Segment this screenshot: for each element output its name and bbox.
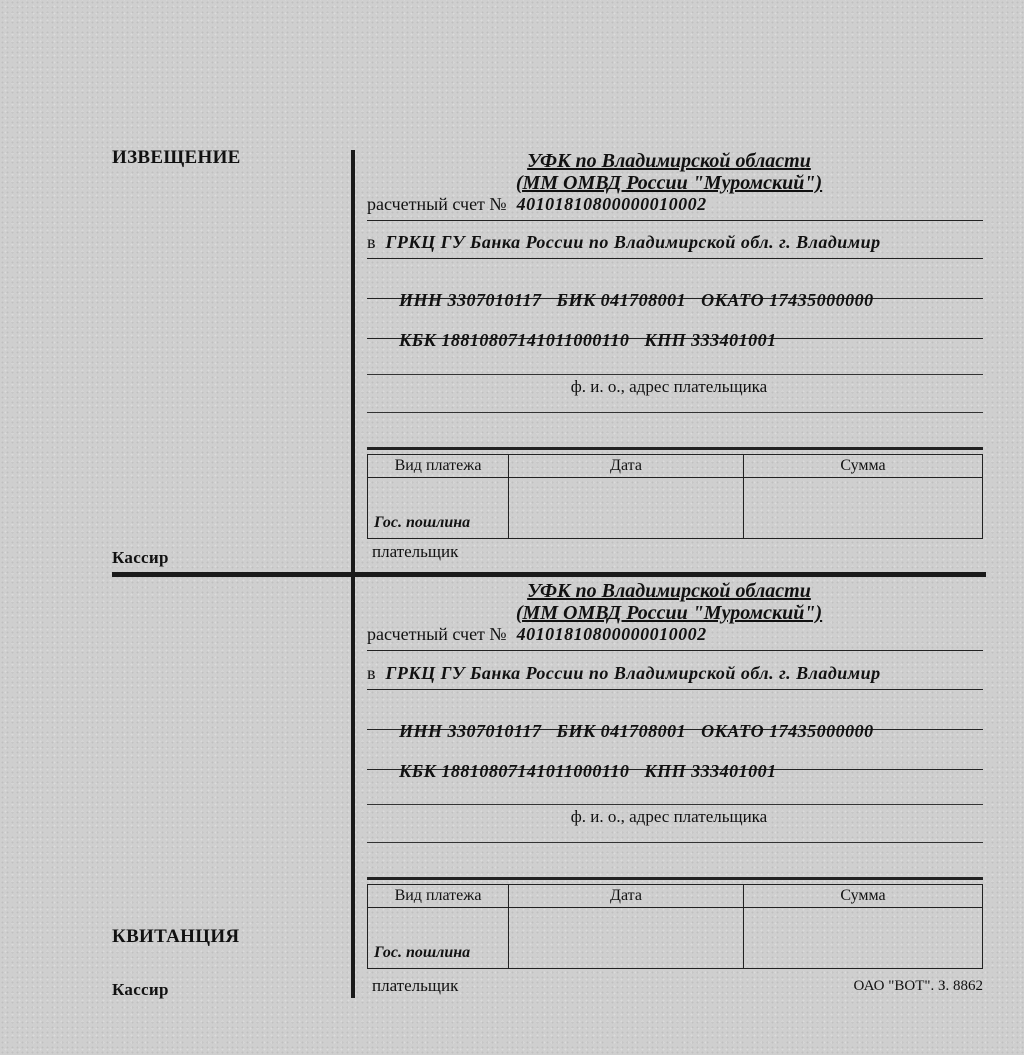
receipt-col-amount-header: Сумма (744, 885, 983, 908)
horizontal-divider (112, 572, 986, 577)
receipt-payer-line2[interactable] (367, 842, 983, 843)
receipt-col-type-header: Вид платежа (368, 885, 509, 908)
receipt-col-date-header: Дата (509, 885, 744, 908)
receipt-account-label: расчетный счет № (367, 624, 507, 644)
printer-imprint: ОАО "ВОТ". З. 8862 (853, 978, 983, 994)
receipt-payer-line1[interactable] (367, 804, 983, 805)
receipt-bank-row (367, 663, 983, 690)
notice-account-label: расчетный счет № (367, 194, 507, 214)
notice-recipient-line1: УФК по Владимирской области (527, 150, 811, 172)
receipt-codes-line1[interactable]: ИНН 3307010117 БИК 041708001 ОКАТО 17435000000 (399, 721, 874, 741)
notice-payment-type: Гос. пошлина (374, 514, 471, 531)
receipt-codes-line2[interactable]: КБК 18810807141011000110 КПП 333401001 (399, 761, 777, 781)
notice-codes-row1 (367, 272, 983, 310)
notice-recipient-line2: (ММ ОМВД России "Муромский") (515, 172, 823, 194)
notice-account-row (367, 194, 983, 221)
receipt-section (355, 580, 983, 1000)
notice-section (355, 150, 983, 570)
receipt-amount-cell[interactable] (744, 908, 983, 969)
receipt-account-number[interactable]: 40101810800000010002 (516, 624, 707, 644)
notice-cashier-label: Кассир (112, 548, 169, 567)
receipt-payer-caption: ф. и. о., адрес плательщика (570, 807, 768, 826)
notice-col-amount-header: Сумма (744, 455, 983, 478)
notice-payment-type-cell (368, 478, 509, 539)
receipt-payment-table (367, 884, 983, 969)
notice-bank-prefix: в (367, 232, 376, 252)
receipt-codes-row1 (367, 703, 983, 741)
receipt-payment-type: Гос. пошлина (374, 944, 471, 961)
notice-codes-line1[interactable]: ИНН 3307010117 БИК 041708001 ОКАТО 17435000000 (399, 290, 874, 310)
receipt-recipient-line2: (ММ ОМВД России "Муромский") (515, 602, 823, 624)
receipt-payment-type-cell (368, 908, 509, 969)
notice-bank-row (367, 232, 983, 259)
receipt-cashier-label: Кассир (112, 980, 169, 999)
receipt-table-top-rule (367, 877, 983, 880)
receipt-codes-row2 (367, 743, 983, 781)
receipt-bank-prefix: в (367, 663, 376, 683)
notice-account-number[interactable]: 40101810800000010002 (516, 194, 707, 214)
receipt-label: КВИТАНЦИЯ (112, 926, 240, 947)
notice-codes-line2[interactable]: КБК 18810807141011000110 КПП 333401001 (399, 330, 777, 350)
notice-payer-caption: ф. и. о., адрес плательщика (570, 377, 768, 396)
receipt-account-row (367, 624, 983, 651)
notice-payer-label: плательщик (372, 542, 459, 561)
notice-label: ИЗВЕЩЕНИЕ (112, 147, 241, 168)
receipt-bank-name[interactable]: ГРКЦ ГУ Банка России по Владимирской обл. г. Владимир (385, 663, 881, 683)
receipt-payer-label: плательщик (372, 976, 459, 995)
notice-date-cell[interactable] (509, 478, 744, 539)
notice-table-top-rule (367, 447, 983, 450)
notice-payer-line1[interactable] (367, 374, 983, 375)
notice-col-date-header: Дата (509, 455, 744, 478)
receipt-date-cell[interactable] (509, 908, 744, 969)
receipt-recipient-line1: УФК по Владимирской области (527, 580, 811, 602)
notice-amount-cell[interactable] (744, 478, 983, 539)
notice-payer-line2[interactable] (367, 412, 983, 413)
notice-payment-table (367, 454, 983, 539)
notice-bank-name[interactable]: ГРКЦ ГУ Банка России по Владимирской обл. г. Владимир (385, 232, 881, 252)
notice-codes-row2 (367, 312, 983, 350)
notice-col-type-header: Вид платежа (368, 455, 509, 478)
